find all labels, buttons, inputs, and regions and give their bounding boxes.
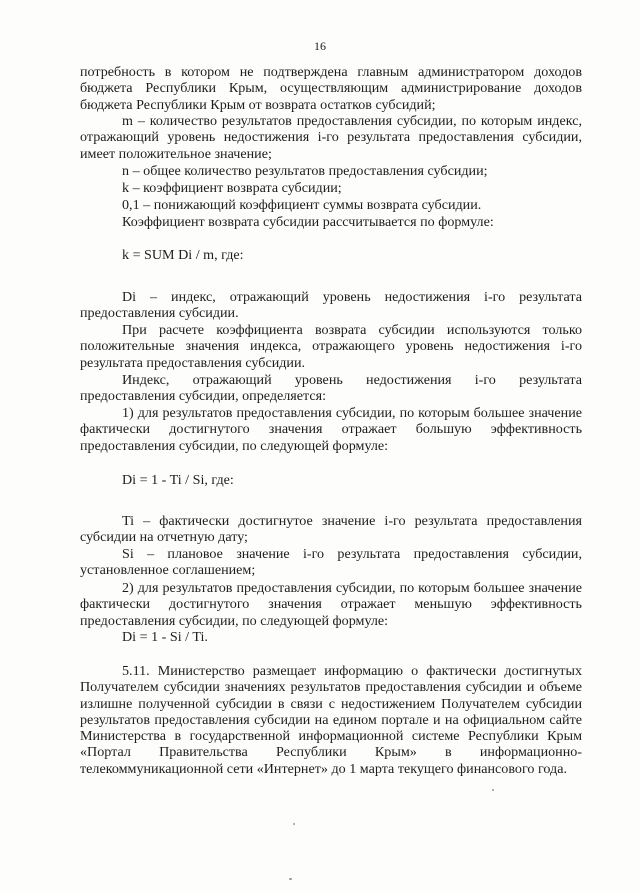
paragraph-reduction-coefficient: 0,1 – понижающий коэффициент суммы возврата субсидии. [122,197,482,213]
paragraph-positive-values: При расчете коэффициента возврата субсидии используются только положительные значения индекса, отражающего уровень недостижения i-го результата предоставления субсидии. [80,322,582,371]
paragraph-ti-definition: Ti – фактически достигнутое значение i-го результата предоставления субсидии на отчетную дату; [80,513,582,546]
page-number: 16 [314,39,326,53]
formula-di-case-1: Di = 1 - Ti / Si, где: [122,472,234,488]
paragraph-index-determined: Индекс, отражающий уровень недостижения i-го результата предоставления субсидии, определяется: [80,372,582,405]
paragraph-case-2: 2) для результатов предоставления субсидии, по которым большее значение фактически достигнутого значения отражает меньшую эффективность предоставления субсидии, по следующей формуле: [80,580,582,629]
scan-speck [293,823,295,825]
paragraph-k-definition: k – коэффициент возврата субсидии; [122,180,342,196]
formula-di-case-2: Di = 1 - Si / Ti. [122,629,208,645]
paragraph-formula-intro: Коэффициент возврата субсидии рассчитывается по формуле: [122,214,494,230]
paragraph-budget-revenue: потребность в котором не подтверждена главным администратором доходов бюджета Республики Крым, осуществляющим администрирование доходов бюджета Республики Крым от возврата остатков субсидий; [80,64,582,113]
paragraph-si-definition: Si – плановое значение i-го результата предоставления субсидии, установленное соглашением; [80,546,582,579]
formula-k: k = SUM Di / m, где: [122,247,244,263]
scan-speck [492,789,494,791]
paragraph-section-5-11: 5.11. Министерство размещает информацию о фактически достигнутых Получателем субсидии значениях результатов предоставления субсидии и объеме излишне полученной субсидии в связи с недостижением Получателем субсидии результатов предоставления субсидии на едином портале и на официальном сайте Министерства в государственной информационной системе Республики Крым «Портал Правительства Республики Крым» в информационно-телекоммуникационной сети «Интернет» до 1 марта текущего финансового года. [80,663,582,777]
paragraph-n-definition: n – общее количество результатов предоставления субсидии; [122,163,488,179]
paragraph-m-definition: m – количество результатов предоставления субсидии, по которым индекс, отражающий уровень недостижения i-го результата предоставления субсидии, имеет положительное значение; [80,113,582,162]
paragraph-case-1: 1) для результатов предоставления субсидии, по которым большее значение фактически достигнутого значения отражает большую эффективность предоставления субсидии, по следующей формуле: [80,405,582,454]
scan-speck [289,878,292,880]
paragraph-di-definition: Di – индекс, отражающий уровень недостижения i-го результата предоставления субсидии. [80,289,582,322]
